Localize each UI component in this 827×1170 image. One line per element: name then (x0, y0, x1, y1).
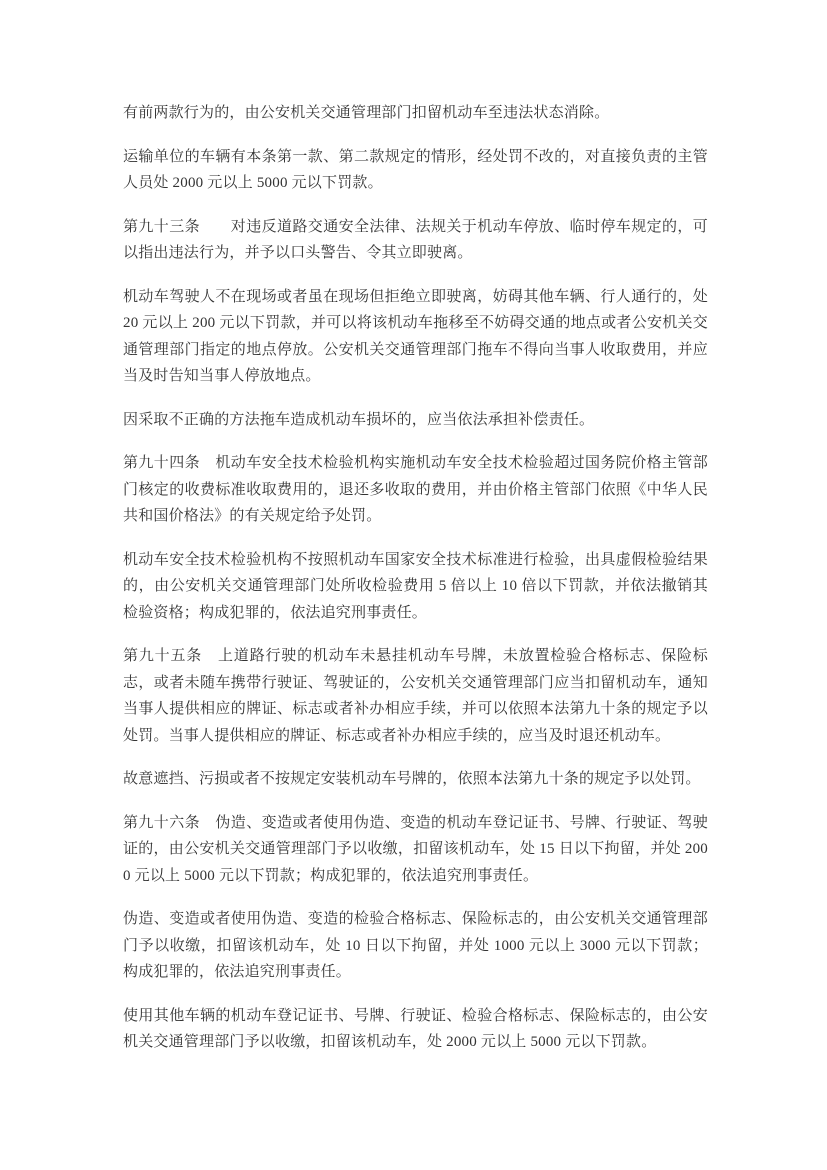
paragraph-2: 运输单位的车辆有本条第一款、第二款规定的情形，经处罚不改的，对直接负责的主管人员处 2000 元以上 5000 元以下罚款。 (123, 148, 708, 191)
paragraph-7: 机动车安全技术检验机构不按照机动车国家安全技术标准进行检验，出具虚假检验结果的，由公安机关交通管理部门处所收检验费用 5 倍以上 10 倍以下罚款，并依法撤销其检验资格；构成犯罪的，依法追究刑事责任。 (123, 551, 708, 621)
paragraph-article-95: 第九十五条 上道路行驶的机动车未悬挂机动车号牌，未放置检验合格标志、保险标志，或者未随车携带行驶证、驾驶证的，公安机关交通管理部门应当扣留机动车，通知当事人提供相应的牌证、标志或者补办相应手续，并可以依照本法第九十条的规定予以处罚。当事人提供相应的牌证、标志或者补办相应手续的，应当及时退还机动车。 (123, 648, 708, 744)
paragraph-article-94: 第九十四条 机动车安全技术检验机构实施机动车安全技术检验超过国务院价格主管部门核定的收费标准收取费用的，退还多收取的费用，并由价格主管部门依照《中华人民共和国价格法》的有关规定给予处罚。 (123, 455, 708, 524)
paragraph-11: 伪造、变造或者使用伪造、变造的检验合格标志、保险标志的，由公安机关交通管理部门予以收缴，扣留该机动车，处 10 日以下拘留，并处 1000 元以上 3000 元以下罚款；构成犯罪的，依法追究刑事责任。 (123, 911, 708, 980)
paragraph-9: 故意遮挡、污损或者不按规定安装机动车号牌的，依照本法第九十条的规定予以处罚。 (123, 771, 701, 787)
paragraph-article-93: 第九十三条 对违反道路交通安全法律、法规关于机动车停放、临时停车规定的，可以指出违法行为，并予以口头警告、令其立即驶离。 (123, 218, 708, 261)
paragraph-article-96: 第九十六条 伪造、变造或者使用伪造、变造的机动车登记证书、号牌、行驶证、驾驶证的，由公安机关交通管理部门予以收缴，扣留该机动车，处 15 日以下拘留，并处 2000 元以上 5000 元以下罚款；构成犯罪的，依法追究刑事责任。 (123, 814, 708, 884)
paragraph-1: 有前两款行为的，由公安机关交通管理部门扣留机动车至违法状态消除。 (123, 105, 610, 121)
paragraph-4: 机动车驾驶人不在现场或者虽在现场但拒绝立即驶离，妨碍其他车辆、行人通行的，处 20 元以上 200 元以下罚款，并可以将该机动车拖移至不妨碍交通的地点或者公安机关交通管理部门指定的地点停放。公安机关交通管理部门拖车不得向当事人收取费用，并应当及时告知当事人停放地点。 (123, 288, 708, 384)
document-body (123, 100, 707, 1056)
paragraph-5: 因采取不正确的方法拖车造成机动车损坏的，应当依法承担补偿责任。 (123, 411, 595, 428)
paragraph-12: 使用其他车辆的机动车登记证书、号牌、行驶证、检验合格标志、保险标志的，由公安机关交通管理部门予以收缴，扣留该机动车，处 2000 元以上 5000 元以下罚款。 (123, 1007, 708, 1050)
